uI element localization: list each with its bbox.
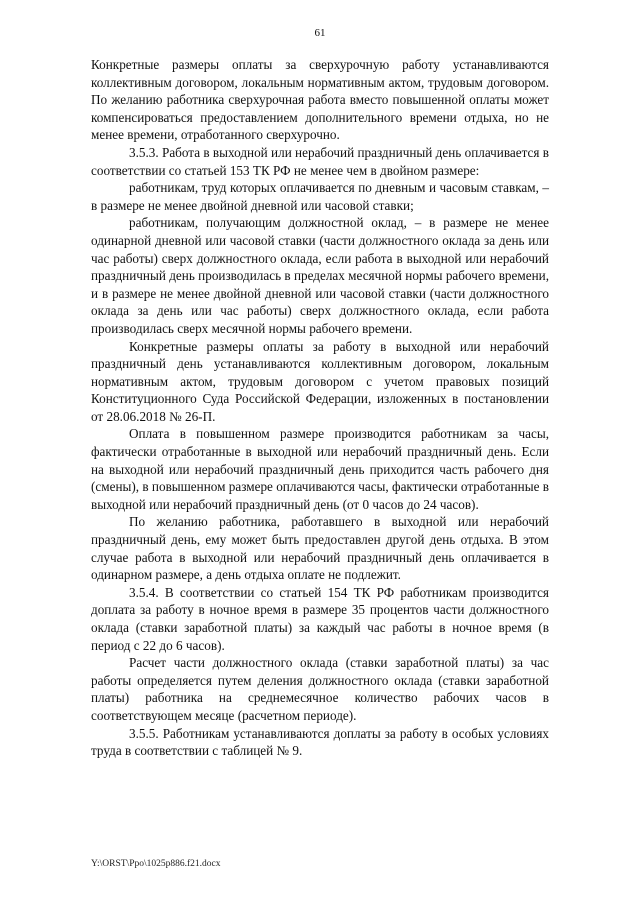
paragraph-3-5-4: 3.5.4. В соответствии со статьей 154 ТК РФ работникам производится доплата за работу в ночное время в размере 35 процентов части должностного оклада (ставки заработной платы) за каждый час работы в ночное время (в период с 22 до 6 часов). bbox=[91, 584, 549, 653]
paragraph-increased-pay-hours: Оплата в повышенном размере производится работникам за часы, фактически отработанные в выходной или нерабочий праздничный день. Если на выходной или нерабочий праздничный день приходится часть рабочего дня (смены), в повышенном размере оплачиваются часы, фактически отработанные в выходной или нерабочий праздничный день (от 0 часов до 24 часов). bbox=[91, 426, 549, 512]
footer-file-path: Y:\ORST\Ppo\1025p886.f21.docx bbox=[91, 859, 221, 869]
paragraph-hourly-calculation: Расчет части должностного оклада (ставки заработной платы) за час работы определяется путем деления должностного оклада (ставки заработной платы) работника на среднемесячное количество рабочих часов в соответствующем месяце (расчетном периоде). bbox=[91, 655, 549, 723]
paragraph-hourly-rate-workers: работникам, труд которых оплачивается по дневным и часовым ставкам, – в размере не менее двойной дневной или часовой ставки; bbox=[91, 180, 549, 213]
paragraph-holiday-pay-amounts: Конкретные размеры оплаты за работу в выходной или нерабочий праздничный день устанавливаются коллективным договором, локальным нормативным актом, трудовым договором с учетом правовых позиций Конституционного Суда Российской Федерации, изложенных в постановлении от 28.06.2018 № 26-П. bbox=[91, 338, 549, 424]
paragraph-day-off-option: По желанию работника, работавшего в выходной или нерабочий праздничный день, ему может быть предоставлен другой день отдыха. В этом случае работа в выходной или нерабочий праздничный день оплачивается в одинарном размере, а день отдыха оплате не подлежит. bbox=[91, 514, 549, 583]
paragraph-3-5-3: 3.5.3. Работа в выходной или нерабочий праздничный день оплачивается в соответствии со статьей 153 ТК РФ не менее чем в двойном размере: bbox=[91, 144, 549, 178]
document-body bbox=[91, 56, 549, 760]
paragraph-overtime-amounts: Конкретные размеры оплаты за сверхурочную работу устанавливаются коллективным договором, локальным нормативным актом, трудовым договором. По желанию работника сверхурочная работа вместо повышенной оплаты может компенсироваться предоставлением дополнительного времени отдыха, но не менее времени, отработанного сверхурочно. bbox=[91, 57, 549, 143]
page-number: 61 bbox=[314, 27, 326, 39]
paragraph-3-5-5: 3.5.5. Работникам устанавливаются доплаты за работу в особых условиях труда в соответствии с таблицей № 9. bbox=[91, 725, 549, 759]
paragraph-salaried-workers: работникам, получающим должностной оклад, – в размере не менее одинарной дневной или часовой ставки (части должностного оклада за день или час работы) сверх должностного оклада, если работа в выходной или нерабочий праздничный день производилась в пределах месячной нормы рабочего времени, и в размере не менее двойной дневной или часовой ставки (части должностного оклада за день или час работы) сверх должностного оклада, если работа производилась сверх месячной нормы рабочего времени. bbox=[91, 215, 549, 336]
